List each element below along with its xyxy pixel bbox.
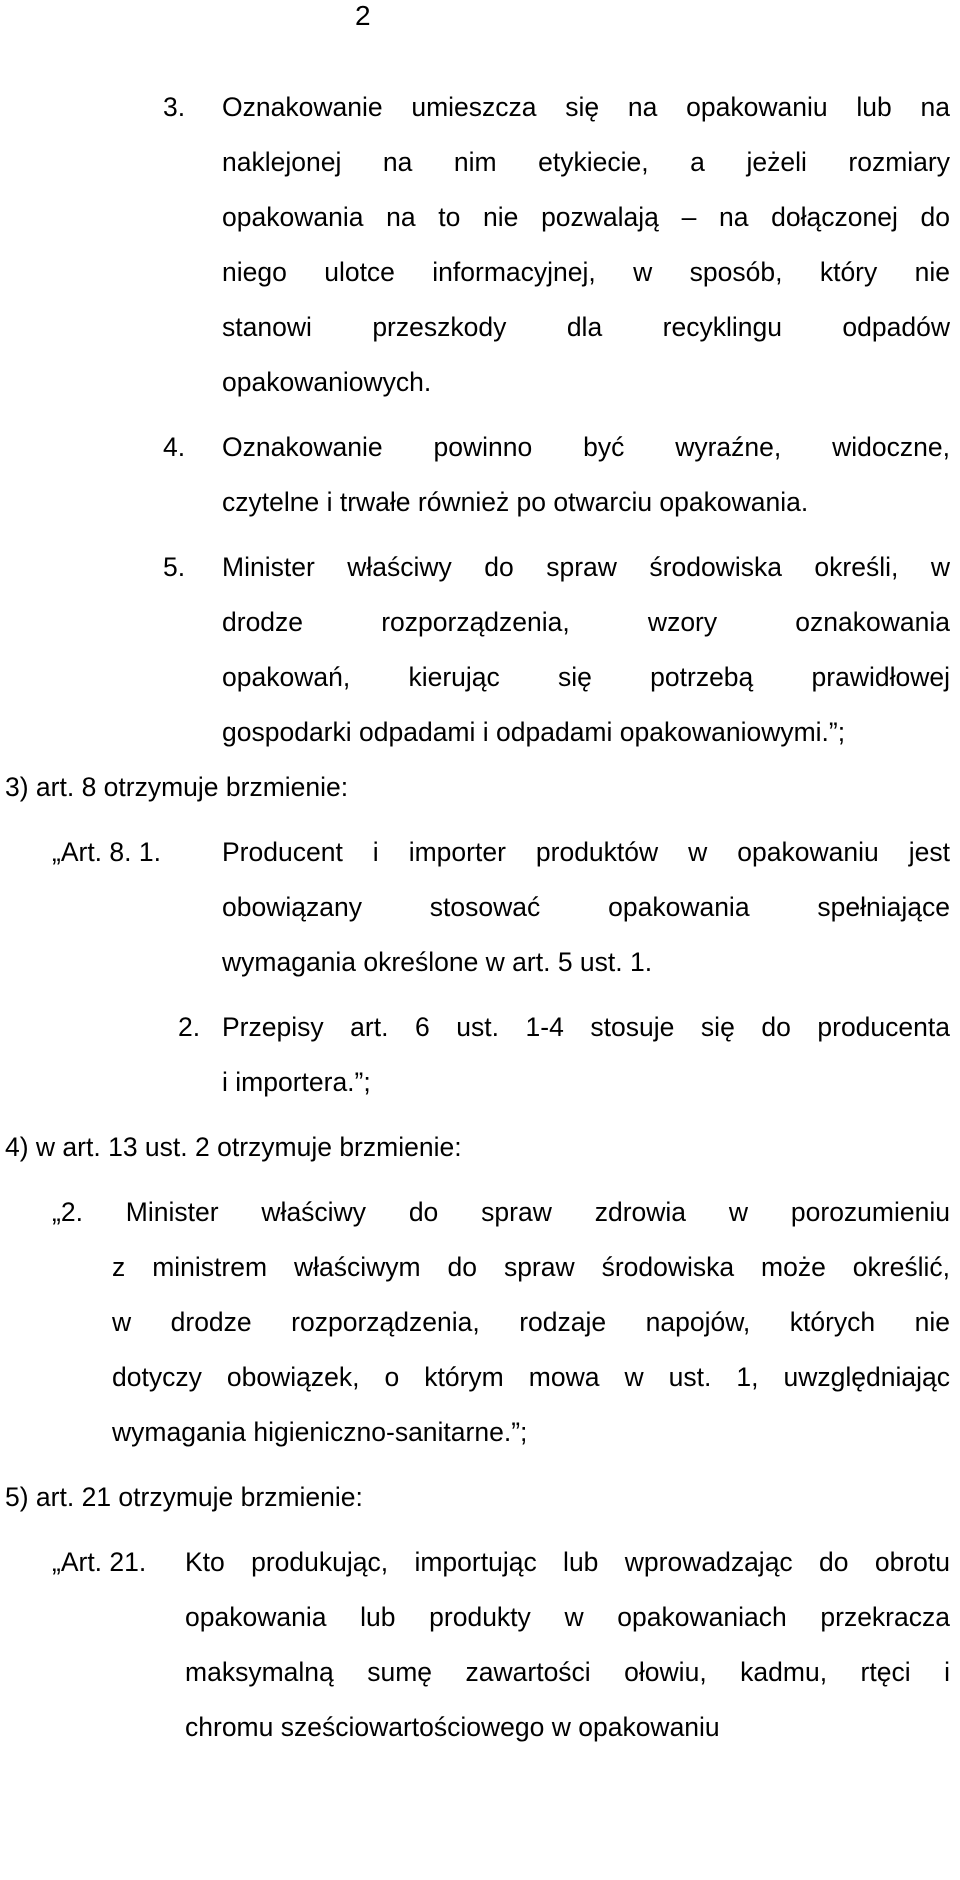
item-3-line: opakowania na to nie pozwalają – na dołączonej do — [222, 202, 950, 232]
art-21-line: opakowania lub produkty w opakowaniach przekracza — [185, 1602, 950, 1632]
art-21-line: chromu sześciowartościowego w opakowaniu — [185, 1712, 720, 1742]
item-5-line: opakowań, kierując się potrzebą prawidłowej — [222, 662, 950, 692]
item-4-line: Oznakowanie powinno być wyraźne, widoczne, — [222, 432, 950, 462]
item-3-line: stanowi przeszkody dla recyklingu odpadów — [222, 312, 950, 342]
art-13-line: w drodze rozporządzenia, rodzaje napojów, których nie — [112, 1307, 950, 1337]
art-8-sub-2-line: i importera.”; — [222, 1067, 371, 1097]
item-3-line: opakowaniowych. — [222, 367, 432, 397]
point-5-heading: 5) art. 21 otrzymuje brzmienie: — [5, 1482, 363, 1512]
item-3-line: Oznakowanie umieszcza się na opakowaniu lub na — [222, 92, 950, 122]
art-8-line: wymagania określone w art. 5 ust. 1. — [222, 947, 653, 977]
page-number: 2 — [355, 0, 371, 31]
art-13-line: z ministrem właściwym do spraw środowiska może określić, — [112, 1252, 950, 1282]
art-8-line: obowiązany stosować opakowania spełniające — [222, 892, 950, 922]
art-21-label: „Art. 21. — [52, 1547, 147, 1577]
point-3-heading: 3) art. 8 otrzymuje brzmienie: — [5, 772, 349, 802]
art-8-line: Producent i importer produktów w opakowaniu jest — [222, 837, 950, 867]
art-13-line: dotyczy obowiązek, o którym mowa w ust. 1, uwzględniając — [112, 1362, 950, 1392]
point-4-heading: 4) w art. 13 ust. 2 otrzymuje brzmienie: — [5, 1132, 462, 1162]
item-5-line: Minister właściwy do spraw środowiska określi, w — [222, 552, 950, 582]
art-8-label: „Art. 8. 1. — [52, 837, 161, 867]
item-4-line: czytelne i trwałe również po otwarciu opakowania. — [222, 487, 809, 517]
art-21-line: Kto produkując, importując lub wprowadzając do obrotu — [185, 1547, 950, 1577]
item-3-line: niego ulotce informacyjnej, w sposób, który nie — [222, 257, 950, 287]
item-5-line: drodze rozporządzenia, wzory oznakowania — [222, 607, 950, 637]
art-8-sub-2-number: 2. — [178, 1012, 201, 1042]
item-5-line: gospodarki odpadami i odpadami opakowaniowymi.”; — [222, 717, 846, 747]
art-13-line: wymagania higieniczno-sanitarne.”; — [112, 1417, 528, 1447]
art-21-line: maksymalną sumę zawartości ołowiu, kadmu, rtęci i — [185, 1657, 950, 1687]
art-8-sub-2-line: Przepisy art. 6 ust. 1-4 stosuje się do producenta — [222, 1012, 950, 1042]
item-3-number: 3. — [163, 92, 186, 122]
item-4-number: 4. — [163, 432, 186, 462]
item-5-number: 5. — [163, 552, 186, 582]
item-3-line: naklejonej na nim etykiecie, a jeżeli rozmiary — [222, 147, 950, 177]
art-13-line: „2. Minister właściwy do spraw zdrowia w porozumieniu — [52, 1197, 950, 1227]
